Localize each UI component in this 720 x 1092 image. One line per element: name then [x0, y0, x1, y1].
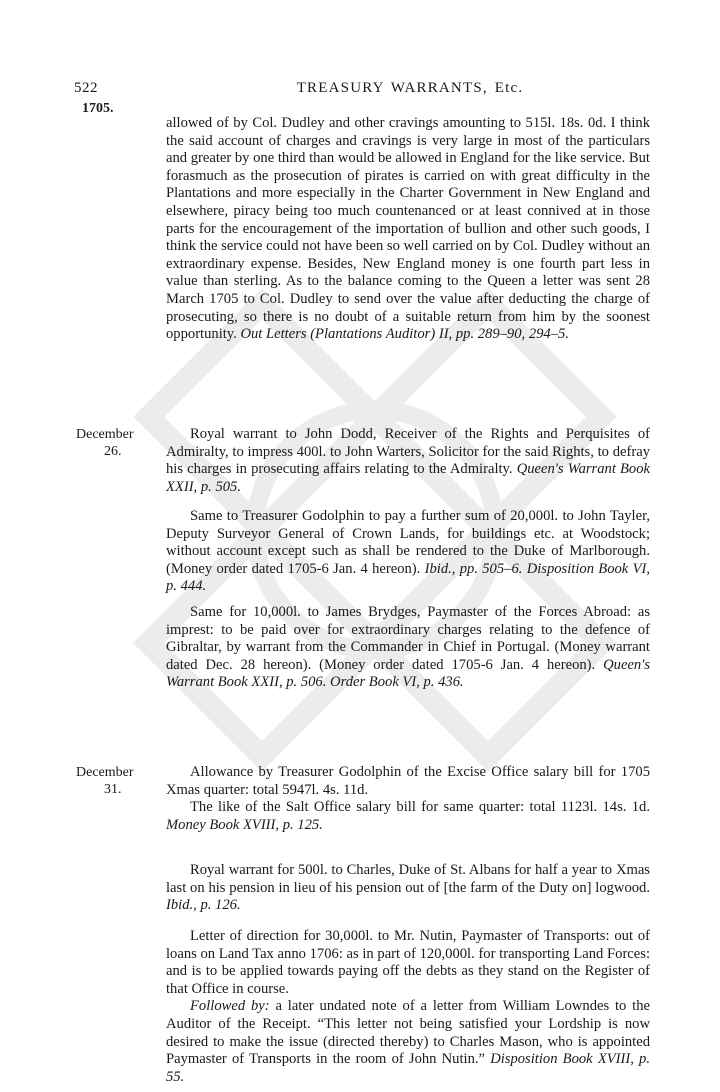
entry-text: Same to Treasurer Godolphin to pay a further sum of 20,000l. to John Tayler, Deputy Surveyor General of Crown Lands, for buildings etc. at Woodstock; without account except such as shall be rendered to the Duke of Marlborough. (Money order dated 1705-6 Jan. 4 hereon).: [166, 508, 650, 577]
entry-tayler: [166, 508, 650, 596]
entry-brydges: [166, 604, 650, 692]
entry-dodd: [166, 426, 650, 496]
entry-continuation: [166, 115, 650, 344]
entry-text: a later undated note of a letter from William Lowndes to the Auditor of the Receipt. “This letter not being satisfied your Lordship is now desired to make the issue (directed thereby) to Charles Mason, who is appointed Paymaster of Transports in the room of John Nutin.”: [166, 998, 650, 1068]
entry-reference: Ibid., pp. 505–6. Disposition Book VI, p. 444.: [166, 560, 650, 595]
margin-date-dec-26: [76, 426, 150, 460]
entry-reference: Queen's Warrant Book XXII, p. 505.: [166, 461, 650, 495]
entry-reference: Queen's Warrant Book XXII, p. 506. Order Book VI, p. 436.: [166, 656, 651, 691]
entry-excise: [166, 764, 650, 834]
entry-text: allowed of by Col. Dudley and other cravings amounting to 515l. 18s. 0d. I think the said account of charges and cravings is very large in most of the particulars and greater by one third than would be allowed in England for the like service. But forasmuch as the prosecution of pirates is carried on with great difficulty in the Plantations and more especially in the Charter Government in New England and elsewhere, piracy being too much countenanced or at least connived at in those parts for the encouragement of the importation of bullion and other such goods, I think the service could not have been so well carried on by Col. Dudley without an extraordinary expense. Besides, New England money is one fourth part less in value than sterling. As to the balance coming to the Queen a letter was sent 28 March 1705 to Col. Dudley to send over the value after deducting the charge of prosecuting, so there is no doubt of a suitable return from him by the soonest opportunity.: [166, 115, 650, 343]
entry-label: Followed by:: [190, 998, 270, 1015]
entry-text: Royal warrant to John Dodd, Receiver of the Rights and Perquisites of Admiralty, to impress 400l. to John Warters, Solicitor for the said Rights, to defray his charges in prosecuting affairs relating to the Admiralty.: [166, 426, 650, 478]
margin-day: 31.: [104, 782, 122, 797]
entry-text: Allowance by Treasurer Godolphin of the Excise Office salary bill for 1705 Xmas quarter: total 5947l. 4s. 11d.: [166, 764, 650, 798]
margin-month: December: [76, 427, 134, 442]
entry-reference: Ibid., p. 126.: [166, 897, 241, 914]
running-title: TREASURY WARRANTS, Etc.: [296, 80, 524, 96]
entry-text: Royal warrant for 500l. to Charles, Duke of St. Albans for half a year to Xmas last on his pension in lieu of his pension out of [the farm of the Duty on] logwood.: [166, 862, 650, 896]
page-number: 522: [74, 80, 98, 96]
entry-st-albans: [166, 862, 650, 915]
margin-date-dec-31: [76, 764, 150, 798]
margin-month: December: [76, 765, 134, 780]
entry-text: Same for 10,000l. to James Brydges, Paymaster of the Forces Abroad: as imprest: to be paid over for extraordinary charges relating to the defence of Gibraltar, by warrant from the Commander in Chief in Portugal. (Money warrant dated Dec. 28 hereon). (Money order dated 1705-6 Jan. 4 hereon).: [166, 604, 650, 673]
entry-text: Letter of direction for 30,000l. to Mr. Nutin, Paymaster of Transports: out of loans on Land Tax anno 1706: as in part of 120,000l. for transporting Land Forces: and is to be applied towards paying off the debts as they stand on the Register of that Office in course.: [166, 928, 650, 997]
year-marker: 1705.: [82, 101, 114, 116]
entry-nutin: [166, 928, 650, 1086]
entry-text: The like of the Salt Office salary bill for same quarter: total 1123l. 14s. 1d.: [190, 799, 650, 816]
entry-reference: Out Letters (Plantations Auditor) II, pp. 289–90, 294–5.: [240, 326, 569, 343]
entry-reference: Money Book XVIII, p. 125.: [166, 816, 323, 833]
entry-reference: Disposition Book XVIII, p. 55.: [166, 1051, 650, 1085]
margin-day: 26.: [104, 444, 122, 459]
